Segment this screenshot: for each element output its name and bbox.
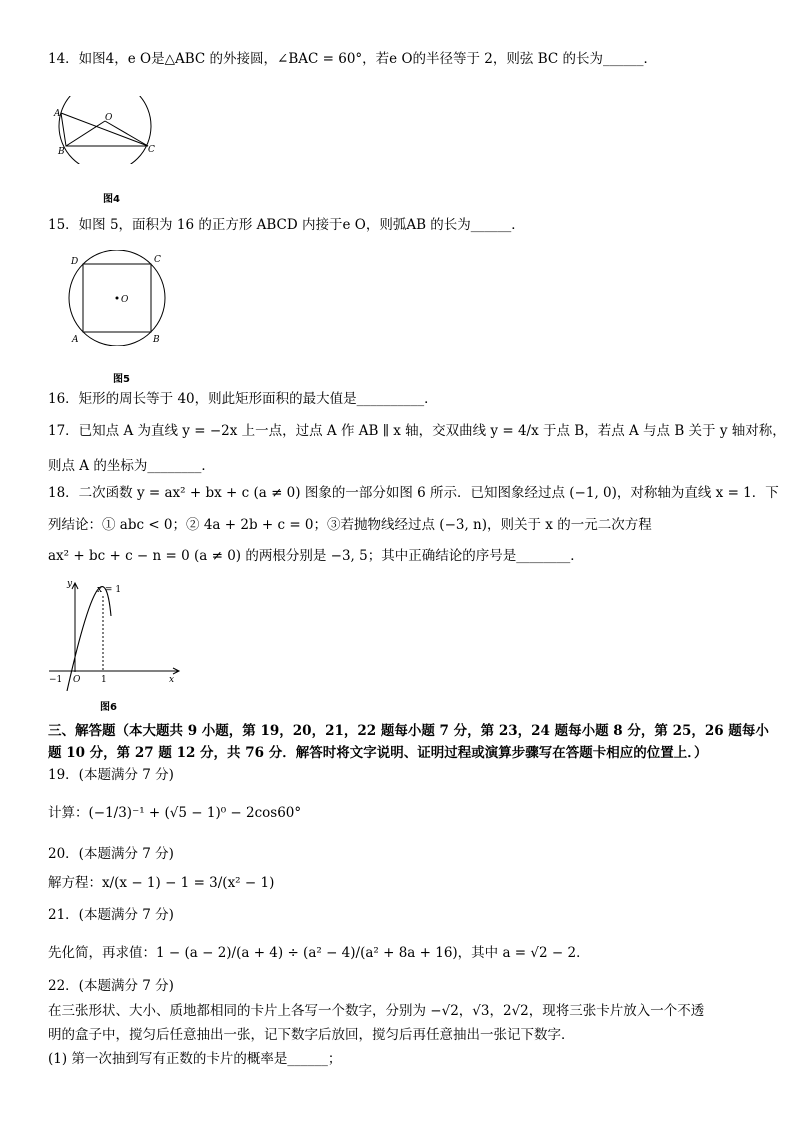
question-17-line1: 17．已知点 A 为直线 y = −2x 上一点，过点 A 作 AB ∥ x 轴，交双曲线 y = 4/x 于点 B，若点 A 与点 B 关于 y 轴对称， [48, 423, 786, 439]
question-21-header: 21．(本题满分 7 分) [48, 907, 174, 923]
question-22-line1: 在三张形状、大小、质地都相同的卡片上各写一个数字，分别为 −√2，√3，2√2，现将三张卡片放入一个不透 [48, 1003, 705, 1019]
question-22-part1: (1) 第一次抽到写有正数的卡片的概率是______； [48, 1051, 342, 1067]
question-17-line2: 则点 A 的坐标为________． [48, 458, 215, 474]
label-neg1: −1 [49, 675, 63, 685]
question-20-content: 解方程：x/(x − 1) − 1 = 3/(x² − 1) [48, 875, 275, 891]
figure-5-caption: 图5 [113, 374, 130, 385]
label-axis: x = 1 [97, 585, 122, 595]
label-one: 1 [101, 675, 107, 685]
figure-6-caption: 图6 [100, 702, 117, 713]
question-21-content: 先化简，再求值：1 − (a − 2)/(a + 4) ÷ (a² − 4)/(a² + 8a + 16)，其中 a = √2 − 2． [48, 945, 590, 961]
question-18-line3: ax² + bc + c − n = 0 (a ≠ 0) 的两根分别是 −3, 5；其中正确结论的序号是________． [48, 548, 584, 564]
figure-4-caption: 图4 [103, 194, 120, 205]
label-o: O [105, 113, 113, 123]
question-19-header: 19．(本题满分 7 分) [48, 767, 174, 783]
question-20-header: 20．(本题满分 7 分) [48, 846, 174, 862]
figure-6 [45, 576, 185, 691]
label-o: O [121, 295, 129, 305]
question-14: 14．如图4，e O是△ABC 的外接圆，∠BAC = 60°，若e O的半径等于 2，则弦 BC 的长为______． [48, 51, 657, 67]
label-o: O [73, 675, 81, 685]
segment-oc [105, 121, 148, 146]
figure-5 [62, 250, 172, 346]
label-a: A [72, 335, 79, 345]
question-22-header: 22．(本题满分 7 分) [48, 978, 174, 994]
section-3-heading-line2: 题 10 分，第 27 题 12 分，共 76 分．解答时将文字说明、证明过程或演算步骤写在答题卡相应的位置上．） [48, 745, 708, 761]
center-dot [116, 297, 119, 300]
label-c: C [148, 145, 155, 155]
segment-ob [66, 121, 105, 146]
question-18-line1: 18．二次函数 y = ax² + bx + c (a ≠ 0) 图象的一部分如图 6 所示．已知图象经过点 (−1, 0)，对称轴为直线 x = 1．下 [48, 485, 779, 501]
label-c: C [154, 255, 161, 265]
label-b: B [153, 335, 160, 345]
label-y: y [67, 579, 73, 589]
label-a: A [54, 109, 61, 119]
figure-4 [52, 96, 162, 164]
question-15: 15．如图 5，面积为 16 的正方形 ABCD 内接于e O，则弧AB 的长为______． [48, 217, 525, 233]
question-18-line2: 列结论：① abc < 0；② 4a + 2b + c = 0；③若抛物线经过点 (−3, n)，则关于 x 的一元二次方程 [48, 517, 652, 533]
question-19-content: 计算：(−1/3)⁻¹ + (√5 − 1)⁰ − 2cos60° [48, 805, 302, 821]
question-22-line2: 明的盒子中，搅匀后任意抽出一张，记下数字后放回，搅匀后再任意抽出一张记下数字． [48, 1027, 575, 1043]
question-16: 16．矩形的周长等于 40，则此矩形面积的最大值是__________． [48, 391, 438, 407]
label-x: x [169, 675, 175, 685]
label-d: D [71, 257, 79, 267]
label-b: B [58, 147, 65, 157]
section-3-heading-line1: 三、解答题（本大题共 9 小题，第 19，20，21，22 题每小题 7 分，第 23，24 题每小题 8 分，第 25，26 题每小 [48, 723, 769, 739]
